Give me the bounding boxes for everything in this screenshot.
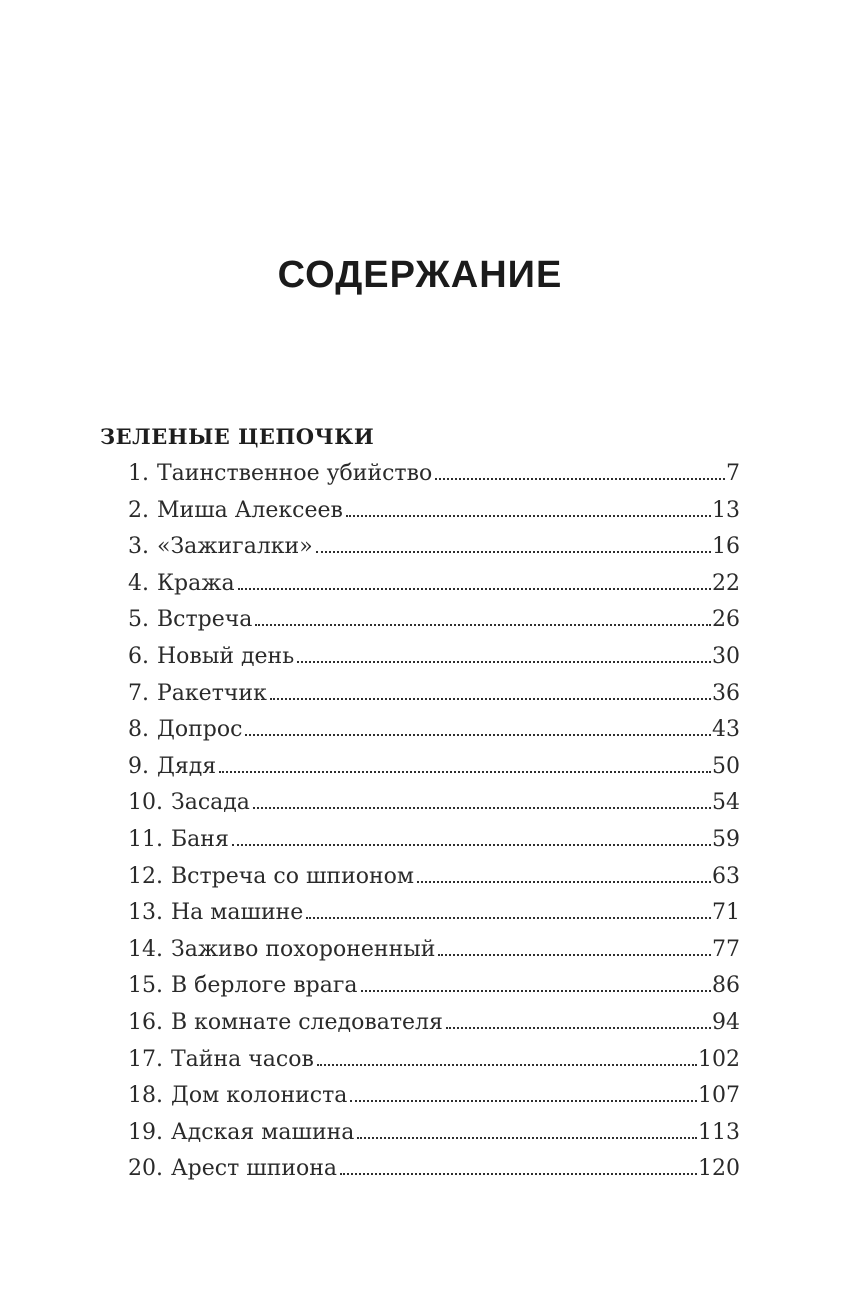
entry-page-number: 36 (712, 680, 740, 706)
entry-title: Адская машина (171, 1119, 355, 1145)
dot-leader (417, 881, 711, 883)
entry-page-number: 30 (712, 643, 740, 669)
entry-page-number: 13 (712, 497, 740, 523)
entry-page-number: 22 (712, 570, 740, 596)
entry-page-number: 94 (712, 1009, 740, 1035)
entry-number: 17. (128, 1046, 163, 1072)
toc-entry (100, 461, 740, 498)
toc-entry (100, 827, 740, 864)
dot-leader (350, 1100, 697, 1102)
entry-number: 13. (128, 900, 163, 926)
toc-entry (100, 717, 740, 754)
entry-number: 6. (128, 643, 149, 669)
entry-number: 3. (128, 534, 149, 560)
entry-page-number: 59 (712, 826, 740, 852)
entry-title: В комнате следователя (171, 1009, 443, 1035)
toc-entry (100, 864, 740, 901)
dot-leader (446, 1027, 711, 1029)
dot-leader (357, 1137, 697, 1139)
toc-entry (100, 900, 740, 937)
entry-number: 12. (128, 863, 163, 889)
entry-title: Ракетчик (157, 680, 267, 706)
toc-entry (100, 790, 740, 827)
entry-title: В берлоге врага (171, 973, 358, 999)
entry-page-number: 77 (712, 936, 740, 962)
entry-page-number: 7 (726, 461, 740, 486)
entry-number: 2. (128, 497, 149, 523)
entry-title: Баня (171, 826, 229, 852)
entry-number: 18. (128, 1083, 163, 1109)
entry-number: 16. (128, 1009, 163, 1035)
table-of-contents (100, 424, 740, 1193)
toc-entry (100, 937, 740, 974)
toc-entry (100, 571, 740, 608)
toc-entry (100, 498, 740, 535)
entry-number: 14. (128, 936, 163, 962)
entry-page-number: 26 (712, 607, 740, 633)
dot-leader (219, 771, 711, 773)
entry-page-number: 86 (712, 973, 740, 999)
entry-number: 11. (128, 826, 163, 852)
entry-title: Новый день (157, 643, 295, 669)
dot-leader (438, 954, 711, 956)
entry-title: Арест шпиона (171, 1156, 338, 1182)
toc-entry (100, 1047, 740, 1084)
entry-page-number: 16 (712, 534, 740, 560)
entry-number: 4. (128, 570, 149, 596)
page-title: СОДЕРЖАНИЕ (277, 254, 563, 296)
entry-page-number: 63 (712, 863, 740, 889)
section-heading: ЗЕЛЕНЫЕ ЦЕПОЧКИ (100, 424, 375, 449)
toc-entry (100, 973, 740, 1010)
entry-title: Дядя (157, 753, 217, 779)
entry-title: Дом колониста (171, 1083, 348, 1109)
toc-entry (100, 681, 740, 718)
entry-page-number: 120 (698, 1156, 740, 1182)
dot-leader (435, 478, 725, 480)
toc-entry (100, 754, 740, 791)
entry-number: 8. (128, 717, 149, 743)
dot-leader (316, 551, 711, 553)
entry-number: 7. (128, 680, 149, 706)
toc-entry (100, 1083, 740, 1120)
dot-leader (253, 807, 711, 809)
dot-leader (297, 661, 711, 663)
entry-number: 1. (128, 461, 149, 486)
dot-leader (255, 624, 711, 626)
entry-page-number: 107 (698, 1083, 740, 1109)
entry-page-number: 102 (698, 1046, 740, 1072)
dot-leader (306, 917, 711, 919)
entry-number: 5. (128, 607, 149, 633)
entry-title: На машине (171, 900, 304, 926)
toc-entry (100, 1010, 740, 1047)
entry-title: Таинственное убийство (157, 461, 433, 486)
entry-page-number: 43 (712, 717, 740, 743)
dot-leader (232, 844, 711, 846)
entry-page-number: 50 (712, 753, 740, 779)
toc-entries (100, 461, 740, 1193)
entry-page-number: 54 (712, 790, 740, 816)
dot-leader (346, 515, 711, 517)
entry-title: Допрос (157, 717, 243, 743)
entry-number: 15. (128, 973, 163, 999)
toc-entry (100, 644, 740, 681)
dot-leader (245, 734, 711, 736)
dot-leader (340, 1173, 697, 1175)
entry-title: Встреча (157, 607, 253, 633)
entry-page-number: 113 (698, 1119, 740, 1145)
entry-number: 10. (128, 790, 163, 816)
entry-number: 20. (128, 1156, 163, 1182)
entry-page-number: 71 (712, 900, 740, 926)
entry-title: «Зажигалки» (157, 534, 313, 560)
entry-number: 9. (128, 753, 149, 779)
toc-entry (100, 1156, 740, 1193)
entry-title: Заживо похороненный (171, 936, 436, 962)
dot-leader (238, 588, 711, 590)
entry-title: Тайна часов (171, 1046, 314, 1072)
entry-title: Миша Алексеев (157, 497, 343, 523)
toc-entry (100, 1120, 740, 1157)
toc-entry (100, 534, 740, 571)
dot-leader (270, 698, 711, 700)
entry-number: 19. (128, 1119, 163, 1145)
dot-leader (361, 990, 712, 992)
dot-leader (317, 1064, 697, 1066)
toc-entry (100, 607, 740, 644)
entry-title: Засада (171, 790, 250, 816)
entry-title: Встреча со шпионом (171, 863, 415, 889)
entry-title: Кража (157, 570, 235, 596)
